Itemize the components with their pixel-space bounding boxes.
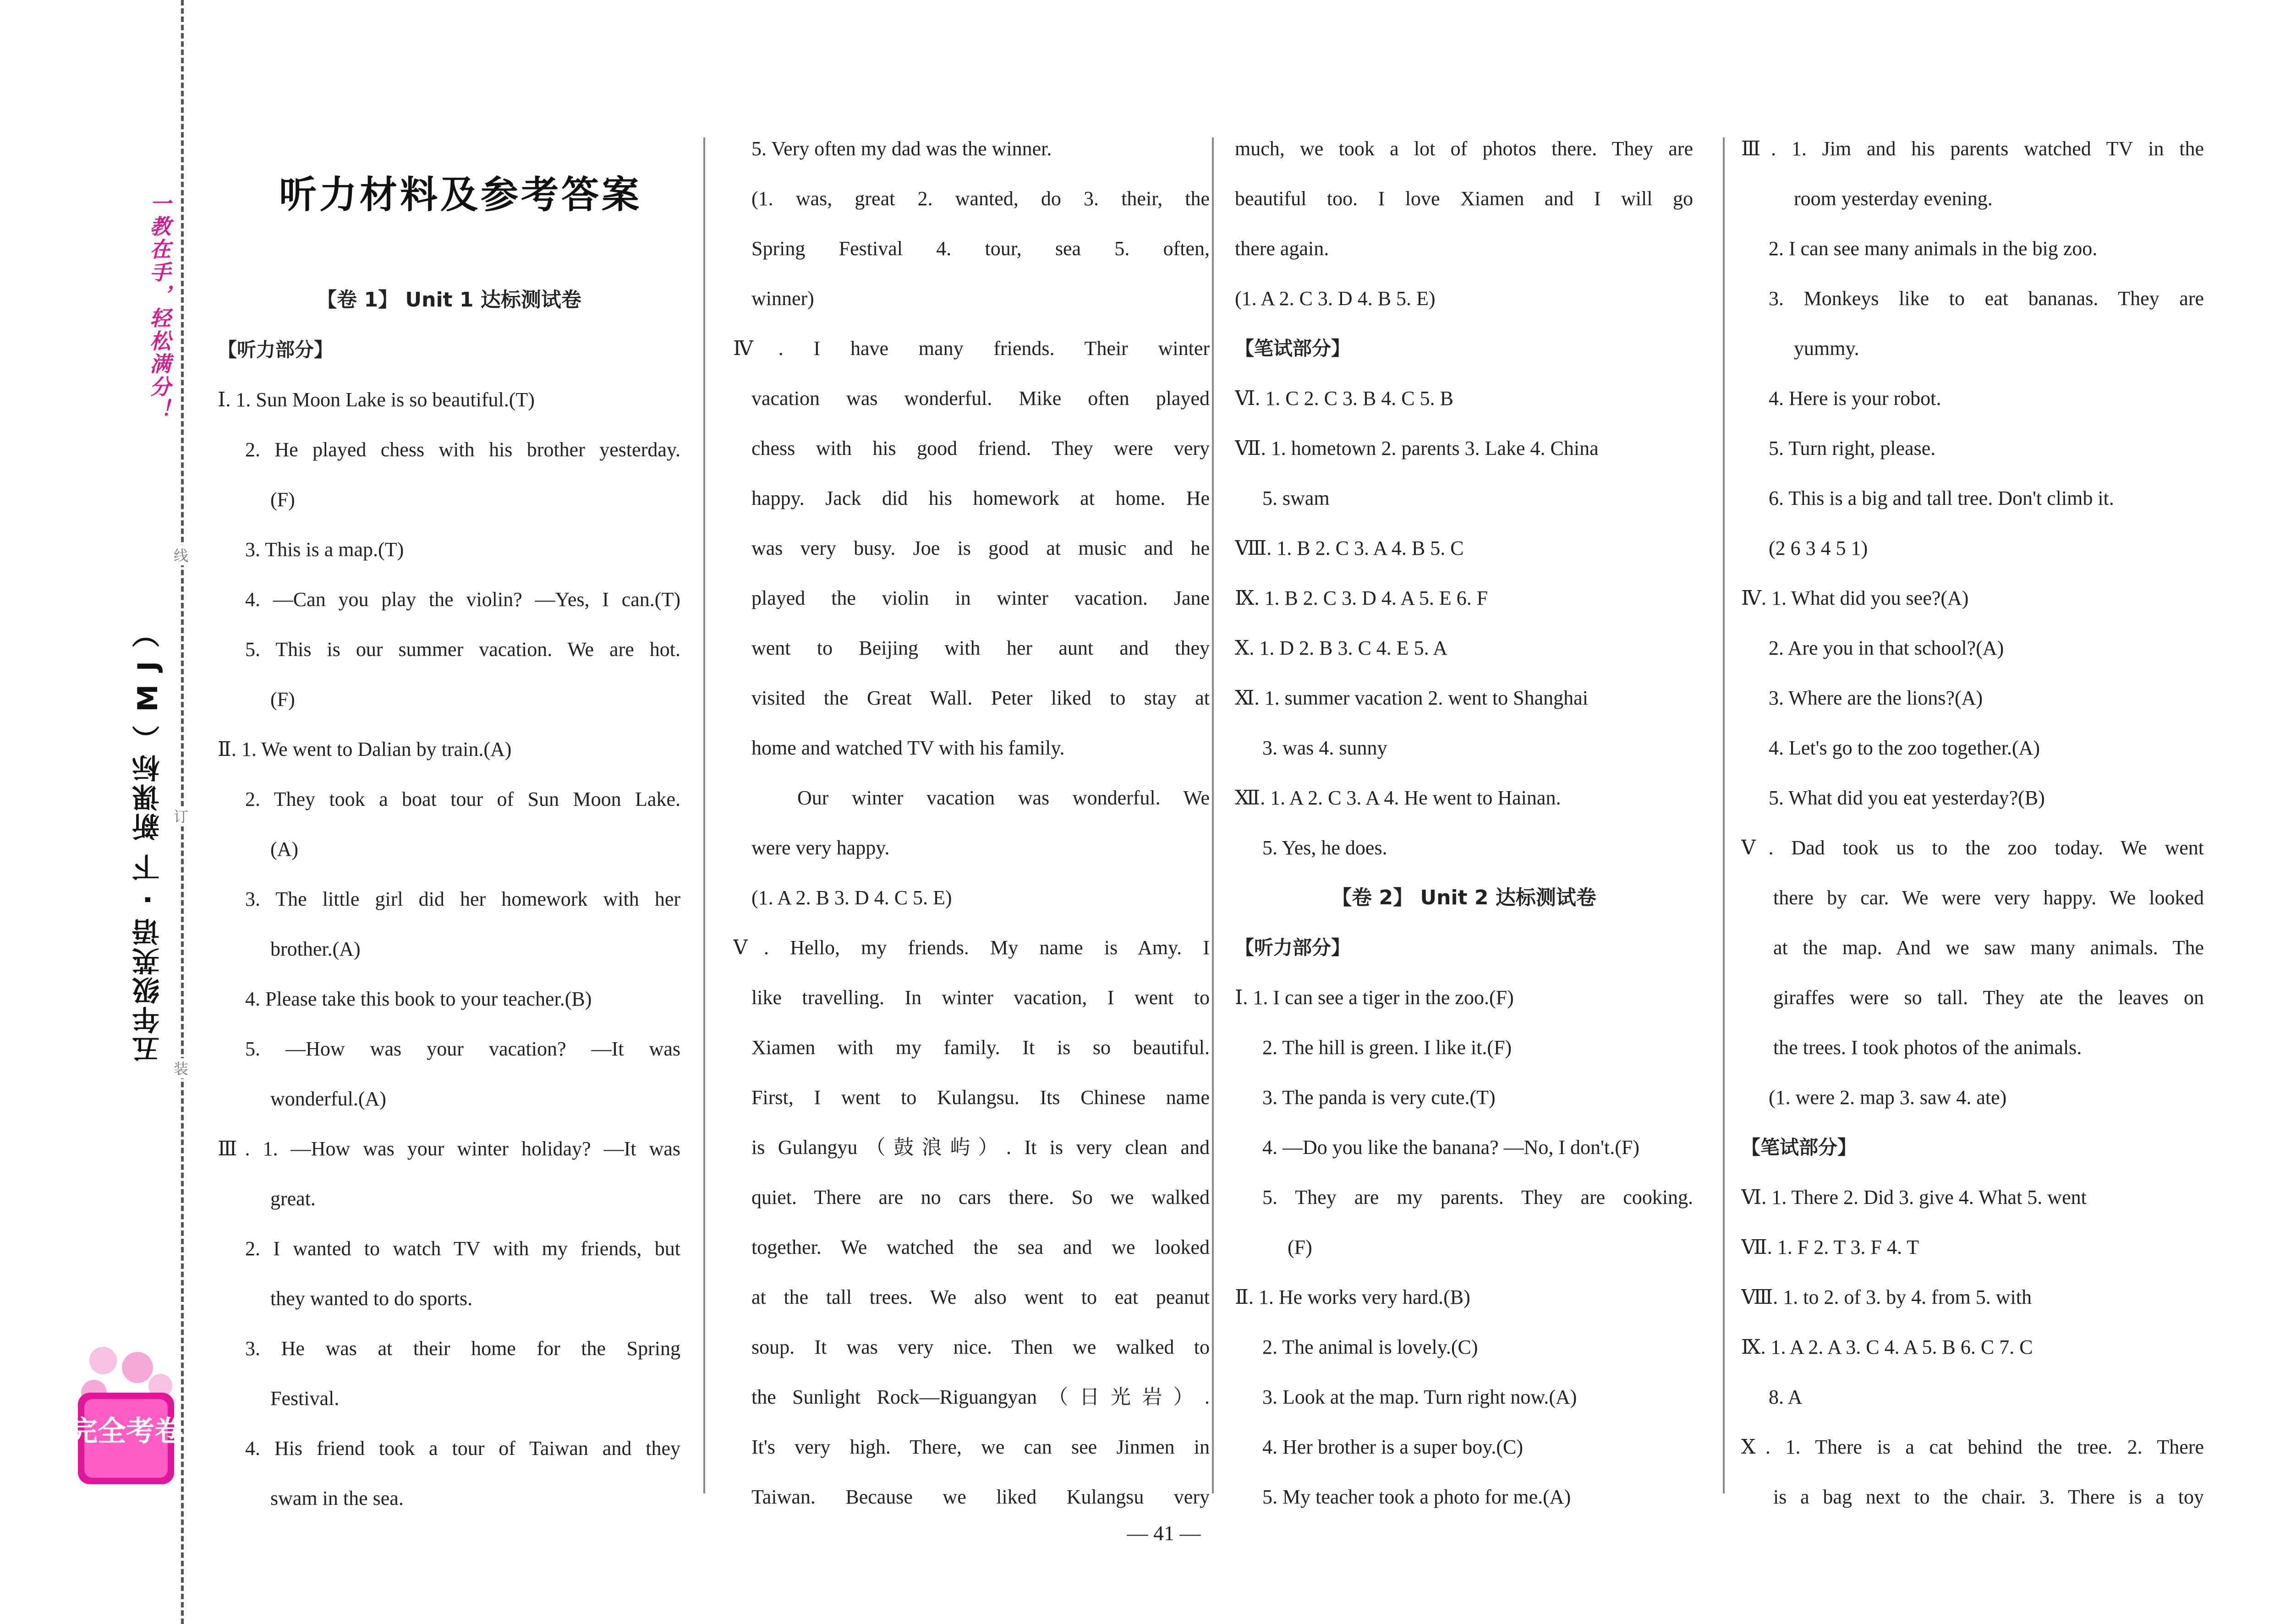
answer-line: (1. A 2. C 3. D 4. B 5. E) [1235,287,1436,310]
answer-line: Ⅱ. 1. We went to Dalian by train.(A) [218,738,512,760]
answer-line: Ⅳ. 1. What did you see?(A) [1741,587,1969,609]
passage-line: was very busy. Joe is good at music and he [751,537,1210,559]
section-heading: 【听力部分】 [1235,936,1351,959]
passage-line: chess with his good friend. They were very [751,437,1210,459]
answer-line: Spring Festival 4. tour, sea 5. often, [751,237,1210,260]
answer-line: 3. He was at their home for the Spring [245,1337,680,1360]
answer-line: 3. Look at the map. Turn right now.(A) [1262,1386,1577,1408]
answer-line: they wanted to do sports. [270,1287,473,1310]
answer-line: 5. Very often my dad was the winner. [751,137,1052,160]
answer-line: swam in the sea. [270,1487,404,1509]
passage-line: Our winter vacation was wonderful. We [797,787,1210,809]
answer-line: great. [270,1187,316,1210]
answer-line: Ⅰ. 1. Sun Moon Lake is so beautiful.(T) [218,388,535,411]
logo-text: 完全考卷 [69,1414,183,1448]
answer-line: 5. My teacher took a photo for me.(A) [1262,1486,1571,1508]
grade-label: 五年级英语 · 下 新课标（ M J ） [132,618,164,1063]
answer-line: Ⅺ. 1. summer vacation 2. went to Shanghai [1235,687,1588,709]
passage-line: Taiwan. Because we liked Kulangsu very [751,1486,1210,1508]
answer-line: 5. They are my parents. They are cooking. [1262,1186,1693,1208]
answer-line: 5. —How was your vacation? —It was [245,1038,680,1060]
answer-line: 2. I can see many animals in the big zoo. [1769,237,2098,260]
answer-line: Ⅶ. 1. hometown 2. parents 3. Lake 4. China [1235,437,1599,459]
answer-line: (1. was, great 2. wanted, do 3. their, the [751,187,1210,210]
page-title: 听力材料及参考答案 [279,173,642,217]
passage-line: Ⅳ. I have many friends. Their winter [733,337,1210,360]
answer-line: (A) [270,838,299,860]
passage-line: the Sunlight Rock—Riguangyan（日光岩）. [751,1386,1210,1408]
answer-line: 8. A [1769,1386,1803,1408]
answer-line: 3. Where are the lions?(A) [1769,687,1983,709]
answer-line: 4. Let's go to the zoo together.(A) [1769,737,2040,759]
passage-line: like travelling. In winter vacation, I went to [751,986,1210,1009]
passage-line: home and watched TV with his family. [751,737,1065,759]
passage-line: were very happy. [751,837,890,859]
column-divider [1212,137,1214,1493]
answer-line: yummy. [1794,337,1859,360]
answer-line: 3. was 4. sunny [1262,737,1387,759]
answer-line: 3. The panda is very cute.(T) [1262,1086,1496,1109]
binding-mark-ding: 订 [170,806,191,826]
answer-line: 4. Please take this book to your teacher.(B) [245,988,592,1010]
passage-line: happy. Jack did his homework at home. He [751,487,1210,509]
unit-heading: 【卷 2】 Unit 2 达标测试卷 [1332,886,1596,909]
answer-line: 2. Are you in that school?(A) [1769,637,2004,659]
answer-line: 4. His friend took a tour of Taiwan and they [245,1437,680,1460]
answer-line: 3. This is a map.(T) [245,538,404,561]
answer-line: Ⅲ. 1. Jim and his parents watched TV in the [1741,137,2204,160]
passage-line: at the map. And we saw many animals. The [1773,936,2204,959]
passage-line: beautiful too. I love Xiamen and I will go [1235,187,1693,210]
answer-line: (1. A 2. B 3. D 4. C 5. E) [751,886,952,909]
answer-line: 4. —Do you like the banana? —No, I don't.(F) [1262,1136,1639,1159]
column-1 [218,275,680,1523]
answer-line: 5. This is our summer vacation. We are hot. [245,638,680,661]
answer-line: 5. swam [1262,487,1330,509]
answer-line: 2. They took a boat tour of Sun Moon Lake. [245,788,680,810]
answer-line: Ⅸ. 1. A 2. A 3. C 4. A 5. B 6. C 7. C [1741,1336,2033,1358]
answer-line: room yesterday evening. [1794,187,1993,210]
answer-line: 3. Monkeys like to eat bananas. They are [1769,287,2204,310]
answer-line: Ⅹ. 1. There is a cat behind the tree. 2. There [1741,1436,2204,1458]
answer-line: 4. —Can you play the violin? —Yes, I can.(T) [245,588,680,611]
passage-line: vacation was wonderful. Mike often played [751,387,1210,410]
answer-line: 5. Yes, he does. [1262,837,1387,859]
page-number: — 41 — [1127,1521,1201,1545]
passage-line: together. We watched the sea and we looked [751,1236,1210,1258]
answer-line: (F) [270,488,295,511]
binding-mark-xian: 线 [170,545,191,565]
answer-line: 5. Turn right, please. [1769,437,1936,459]
answer-line: winner) [751,287,814,310]
binding-mark-zhuang: 装 [170,1058,191,1078]
passage-line: soup. It was very nice. Then we walked to [751,1336,1210,1358]
answer-line: (2 6 3 4 5 1) [1769,537,1868,559]
answer-line: Ⅸ. 1. B 2. C 3. D 4. A 5. E 6. F [1235,587,1488,609]
answer-line: Ⅰ. 1. I can see a tiger in the zoo.(F) [1235,986,1514,1009]
answer-line: 6. This is a big and tall tree. Don't climb it. [1769,487,2114,509]
passage-line: the trees. I took photos of the animals. [1773,1036,2082,1059]
passage-line: there by car. We were very happy. We looked [1773,886,2204,909]
passage-line: went to Beijing with her aunt and they [751,637,1210,659]
column-divider [703,137,705,1493]
passage-line: Ⅴ. Hello, my friends. My name is Amy. I [733,936,1210,959]
answer-line: Ⅱ. 1. He works very hard.(B) [1235,1286,1470,1308]
passage-line: there again. [1235,237,1329,260]
passage-line: quiet. There are no cars there. So we walked [751,1186,1210,1208]
answer-line: Ⅶ. 1. F 2. T 3. F 4. T [1741,1236,1919,1258]
answer-line: Ⅷ. 1. to 2. of 3. by 4. from 5. with [1741,1286,2032,1308]
passage-line: giraffes were so tall. They ate the leaves on [1773,986,2204,1009]
passage-line: is Gulangyu（鼓浪屿）. It is very clean and [751,1136,1210,1159]
answer-line: Ⅷ. 1. B 2. C 3. A 4. B 5. C [1235,537,1464,559]
answer-line: Festival. [270,1387,340,1410]
passage-line: Xiamen with my family. It is so beautiful. [751,1036,1210,1059]
passage-line: played the violin in winter vacation. Jane [751,587,1210,609]
section-heading: 【听力部分】 [218,339,334,361]
brand-logo [69,1342,183,1498]
answer-line: 4. Here is your robot. [1769,387,1941,410]
passage-line: First, I went to Kulangsu. Its Chinese name [751,1086,1210,1109]
slogan: 一教在手，轻松满分！ [147,192,171,421]
answer-line: Ⅵ. 1. There 2. Did 3. give 4. What 5. went [1741,1186,2087,1208]
column-4 [1741,124,2204,1522]
answer-line: wonderful.(A) [270,1088,386,1110]
section-heading: 【笔试部分】 [1741,1136,1857,1159]
passage-line: much, we took a lot of photos there. They are [1235,137,1693,160]
answer-line: 4. Her brother is a super boy.(C) [1262,1436,1523,1458]
answer-line: Ⅻ. 1. A 2. C 3. A 4. He went to Hainan. [1235,787,1561,809]
passage-line: visited the Great Wall. Peter liked to stay at [751,687,1210,709]
answer-line: 2. He played chess with his brother yesterday. [245,438,680,461]
answer-line: 2. I wanted to watch TV with my friends, but [245,1237,680,1260]
answer-line: is a bag next to the chair. 3. There is a toy [1773,1486,2204,1508]
passage-line: at the tall trees. We also went to eat peanut [751,1286,1210,1308]
answer-line: (1. were 2. map 3. saw 4. ate) [1769,1086,2007,1109]
answer-line: Ⅵ. 1. C 2. C 3. B 4. C 5. B [1235,387,1453,410]
passage-line: It's very high. There, we can see Jinmen in [751,1436,1210,1458]
answer-line: (F) [1288,1236,1312,1258]
answer-line: 2. The animal is lovely.(C) [1262,1336,1478,1358]
answer-line: 3. The little girl did her homework with her [245,888,680,910]
answer-line: Ⅲ. 1. —How was your winter holiday? —It was [218,1137,680,1160]
answer-line: 5. What did you eat yesterday?(B) [1769,787,2045,809]
section-heading: 【笔试部分】 [1235,337,1351,360]
answer-line: Ⅹ. 1. D 2. B 3. C 4. E 5. A [1235,637,1448,659]
answer-line: (F) [270,688,295,711]
answer-line: brother.(A) [270,938,361,960]
passage-line: Ⅴ. Dad took us to the zoo today. We went [1741,837,2204,859]
answer-line: 2. The hill is green. I like it.(F) [1262,1036,1512,1059]
column-2 [733,124,1210,1522]
unit-heading: 【卷 1】 Unit 1 达标测试卷 [317,288,581,312]
column-3 [1235,124,1693,1522]
column-divider [1723,137,1725,1493]
